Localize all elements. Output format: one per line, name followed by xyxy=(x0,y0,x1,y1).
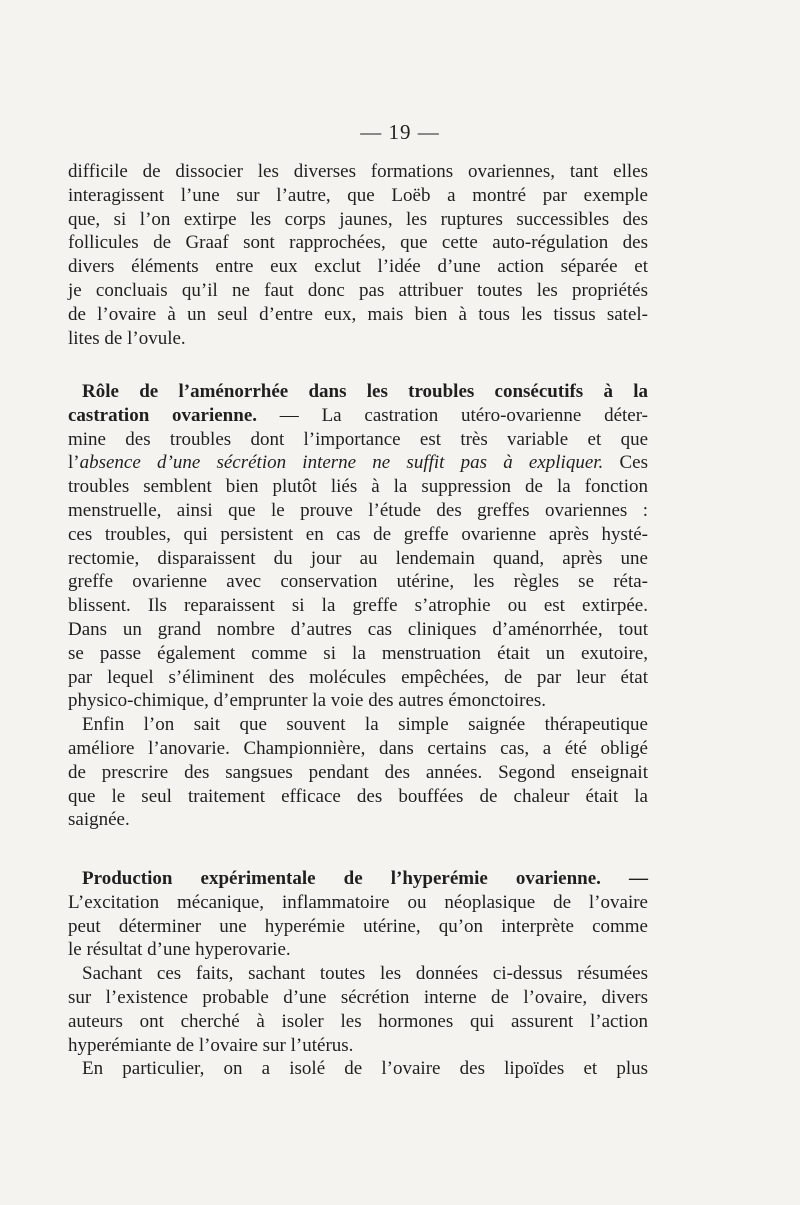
text-line: Sachant ces faits, sachant toutes les données ci-dessus résumées xyxy=(82,963,648,985)
text-fragment: l’ xyxy=(68,452,80,474)
text-line: greffe ovarienne avec conservation utérine, les règles se réta- xyxy=(68,571,648,593)
text-line: divers éléments entre eux exclut l’idée d’une action séparée et xyxy=(68,256,648,278)
text-line: ces troubles, qui persistent en cas de greffe ovarienne après hysté- xyxy=(68,523,648,545)
text-fragment: — La castration utéro-ovarienne déter- xyxy=(257,404,648,426)
text-fragment: Ces xyxy=(603,452,649,474)
text-line: Enfin l’on sait que souvent la simple saignée thérapeutique xyxy=(82,714,648,736)
text-line: Dans un grand nombre d’autres cas cliniques d’aménorrhée, tout xyxy=(68,618,648,640)
text-line: de l’ovaire à un seul d’entre eux, mais bien à tous les tissus satel- xyxy=(68,303,648,325)
text-line: difficile de dissocier les diverses formations ovariennes, tant elles xyxy=(68,161,648,182)
section-amenorrhee xyxy=(68,380,648,832)
text-line: auteurs ont cherché à isoler les hormones qui assurent l’action xyxy=(68,1010,648,1032)
text-line: physico-chimique, d’emprunter la voie des autres émonctoires. xyxy=(68,690,547,712)
text-line: sur l’existence probable d’une sécrétion interne de l’ovaire, divers xyxy=(68,986,648,1008)
text-line: hyperémiante de l’ovaire sur l’utérus. xyxy=(68,1034,354,1056)
text-line: En particulier, on a isolé de l’ovaire des lipoïdes et plus xyxy=(82,1058,648,1080)
text-line: saignée. xyxy=(68,809,130,831)
text-line: se passe également comme si la menstruation était un exutoire, xyxy=(68,642,648,664)
italic-emphasis: absence d’une sécrétion interne ne suffit pas à expliquer. xyxy=(79,452,604,474)
text-line: troubles semblent bien plutôt liés à la suppression de la fonction xyxy=(68,476,648,498)
text-line: que, si l’on extirpe les corps jaunes, les ruptures successibles des xyxy=(68,208,648,230)
text-line: je concluais qu’il ne faut donc pas attribuer toutes les propriétés xyxy=(68,279,648,301)
page-number: — 19 — xyxy=(360,120,440,144)
section-heading-end: castration ovarienne. xyxy=(68,404,258,426)
text-line: L’excitation mécanique, inflammatoire ou néoplasique de l’ovaire xyxy=(68,891,648,913)
paragraph-continuation xyxy=(68,160,648,350)
text-line: lites de l’ovule. xyxy=(68,327,186,349)
text-line: blissent. Ils reparaissent si la greffe s’atrophie ou est extirpée. xyxy=(68,595,648,617)
text-line: améliore l’anovarie. Championnière, dans certains cas, a été obligé xyxy=(68,737,648,759)
section-hyperemie xyxy=(68,867,648,1081)
text-line: par lequel s’éliminent des molécules empêchées, de par leur état xyxy=(68,666,648,688)
text-line xyxy=(68,404,648,428)
text-line: de prescrire des sangsues pendant des années. Segond enseignait xyxy=(68,761,648,783)
text-line: rectomie, disparaissent du jour au lendemain quand, après une xyxy=(68,547,648,569)
text-line: interagissent l’une sur l’autre, que Loëb a montré par exemple xyxy=(68,184,648,206)
section-heading: Production expérimentale de l’hyperémie ovarienne. — xyxy=(82,868,648,889)
text-line: peut déterminer une hyperémie utérine, qu’on interprète comme xyxy=(68,915,648,937)
text-line: que le seul traitement efficace des bouffées de chaleur était la xyxy=(68,785,648,807)
section-heading: Rôle de l’aménorrhée dans les troubles consécutifs à la xyxy=(82,381,648,402)
text-line: mine des troubles dont l’importance est très variable et que xyxy=(68,428,648,450)
text-line: follicules de Graaf sont rapprochées, que cette auto-régulation des xyxy=(68,232,648,254)
text-line xyxy=(68,451,648,475)
text-line: le résultat d’une hyperovarie. xyxy=(68,939,291,961)
text-line: menstruelle, ainsi que le prouve l’étude des greffes ovariennes : xyxy=(68,499,648,521)
